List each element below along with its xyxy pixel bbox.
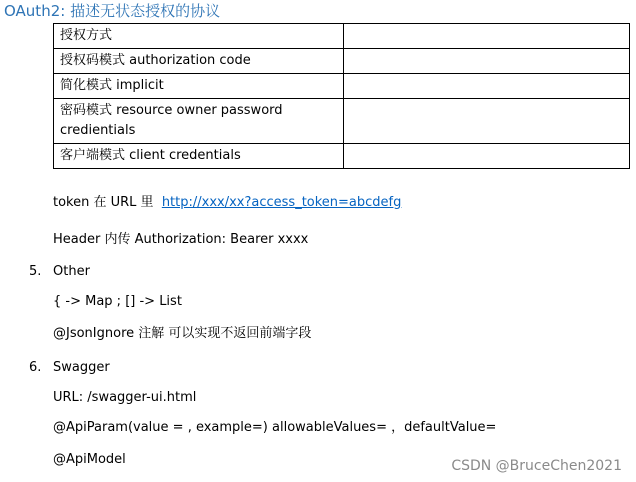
table-row — [54, 144, 630, 169]
section-title-other: Other — [53, 264, 90, 279]
csdn-watermark: CSDN @BruceChen2021 — [451, 458, 622, 474]
other-line: @JsonIgnore 注解 可以实现不返回前端字段 — [53, 326, 312, 341]
table-cell-empty — [344, 74, 630, 99]
token-line-prefix: token 在 URL 里 — [53, 195, 154, 210]
table-cell-empty — [344, 144, 630, 169]
header-line: Header 内传 Authorization: Bearer xxxx — [53, 232, 309, 247]
table-cell-empty — [344, 49, 630, 74]
table-row — [54, 74, 630, 99]
table-cell-empty — [344, 24, 630, 49]
other-line: { -> Map ; [] -> List — [53, 294, 182, 309]
swagger-line: @ApiParam(value = , example=) allowableValues= ，defaultValue= — [53, 420, 497, 435]
table-row — [54, 99, 630, 144]
table-cell: 密码模式 resource owner password credientials — [54, 99, 344, 144]
table-cell: 简化模式 implicit — [54, 74, 344, 99]
oauth2-heading: OAuth2: 描述无状态授权的协议 — [4, 2, 221, 20]
grant-type-table — [53, 23, 630, 169]
section-number: 6. — [29, 360, 42, 375]
table-cell-empty — [344, 99, 630, 144]
section-title-swagger: Swagger — [53, 360, 110, 375]
table-row — [54, 24, 630, 49]
token-line — [53, 194, 401, 212]
token-url-link[interactable]: http://xxx/xx?access_token=abcdefg — [161, 195, 402, 210]
section-number: 5. — [29, 264, 42, 279]
swagger-line: URL: /swagger-ui.html — [53, 390, 197, 405]
table-cell: 客户端模式 client credentials — [54, 144, 344, 169]
table-row — [54, 49, 630, 74]
swagger-line: @ApiModel — [53, 452, 126, 467]
table-cell: 授权方式 — [54, 24, 344, 49]
table-cell: 授权码模式 authorization code — [54, 49, 344, 74]
